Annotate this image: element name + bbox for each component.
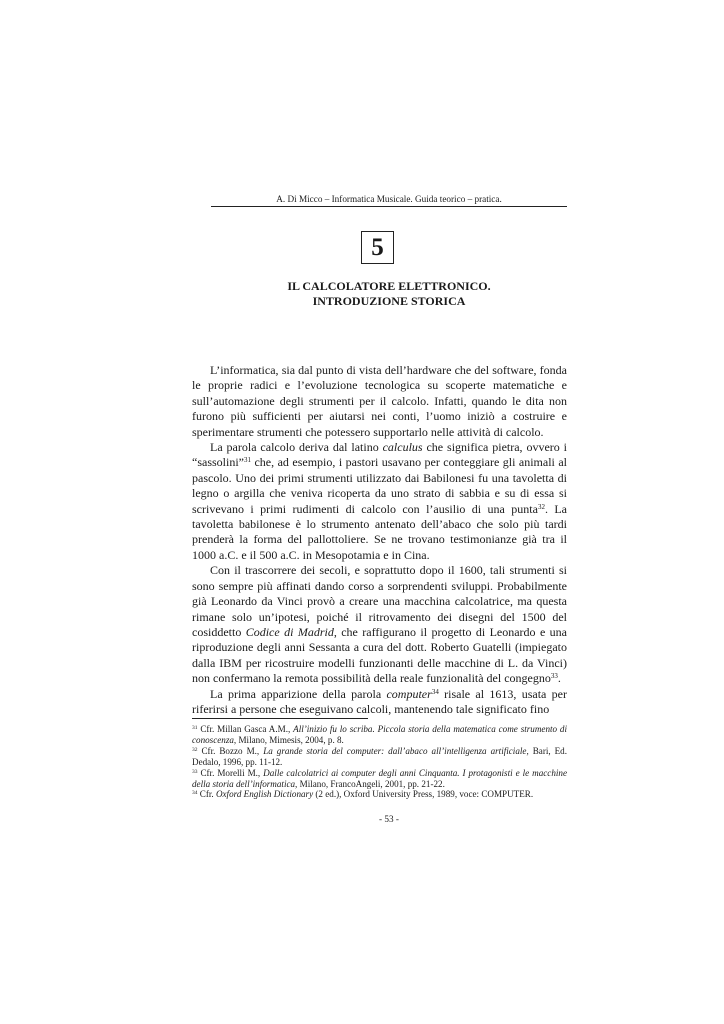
footnote-ref-34[interactable]: 34	[431, 687, 439, 696]
footnote-34	[192, 789, 567, 800]
fn32-text-a: Cfr. Bozzo M.,	[197, 745, 264, 756]
footnote-31	[192, 724, 567, 746]
footnotes	[192, 724, 567, 800]
p3-text-d: .	[557, 671, 561, 686]
fn32-italic: La grande storia del computer: dall’abaco all’intelligenza artificiale,	[263, 745, 529, 756]
paragraph-3	[192, 563, 567, 686]
footnote-33	[192, 768, 567, 790]
fn34-italic: Oxford English Dictionary	[215, 789, 314, 800]
fn34-text-a: Cfr.	[197, 789, 216, 800]
footnote-ref-32[interactable]: 32	[537, 502, 545, 511]
footnote-num-32: 32	[192, 746, 198, 753]
page-number: - 53 -	[379, 814, 399, 824]
chapter-title-line-1: IL CALCOLATORE ELETTRONICO.	[287, 279, 491, 293]
fn33-text-c: Milano, FrancoAngeli, 2001, pp. 21-22.	[297, 778, 445, 789]
p2-text-d: che, ad esempio, i pastori usavano per conteggiare gli animali al pascolo. Uno dei primi strumenti utilizzato dai Babilonesi fu una tavoletta di legno o argilla che veniva ricoperta da uno strato di sabbia e su di essa si scrivevano i primi rudimenti di calcolo con l’ausilio di una punta	[192, 455, 567, 516]
footnote-num-34: 34	[192, 790, 198, 797]
p2-text-a: La parola calcolo deriva dal latino	[210, 440, 383, 455]
fn31-italic: All’inizio fu lo scriba. Piccola storia della matematica come strumento di conoscenza	[192, 724, 567, 745]
p3-text-a: Con il trascorrere dei secoli, e soprattutto dopo il 1600, tali strumenti si sono sempre più affinati dando corso a sorprendenti sviluppi. Probabilmente già Leonardo da Vinci provò a creare una macchina calcolatrice, ma questa rimane solo un’ipotesi, poiché il ritrovamento dei disegni del 1500 del cosiddetto	[192, 563, 567, 639]
fn33-text-a: Cfr. Morelli M.,	[197, 767, 264, 778]
p4-text-a: La prima apparizione della parola	[210, 686, 387, 701]
fn34-text-c: (2 ed.), Oxford University Press, 1989, voce: COMPUTER.	[313, 789, 534, 800]
chapter-number: 5	[361, 231, 394, 264]
body-text	[192, 363, 567, 717]
p3-italic-codice: Codice di Madrid	[245, 624, 334, 639]
fn32-text-c: Bari, Ed. Dedalo, 1996, pp. 11-12.	[192, 745, 567, 767]
fn31-text-a: Cfr. Millan Gasca A.M.,	[197, 724, 294, 734]
running-head: A. Di Micco – Informatica Musicale. Guida teorico – pratica.	[276, 194, 502, 204]
header-rule	[211, 206, 567, 207]
footnote-ref-31[interactable]: 31	[244, 456, 251, 465]
p3-text-c: , che raffigurano il progetto di Leonardo e una riproduzione degli anni Sessanta a cura del dott. Roberto Guatelli (impiegato dalla IBM per ricostruire modelli funzionanti delle macchine di L. da Vinci) non confermano la remota possibilità della reale funzionalità del congegno	[192, 624, 567, 686]
footnote-num-33: 33	[192, 768, 198, 775]
fn33-italic: Dalle calcolatrici ai computer degli anni Cinquanta. I protagonisti e le macchine della storia dell’informatica,	[192, 767, 567, 789]
chapter-title-line-2: INTRODUZIONE STORICA	[312, 293, 466, 308]
footnote-num-31: 31	[192, 725, 198, 731]
paragraph-2	[192, 440, 567, 563]
p2-italic-calculus: calculus	[382, 440, 423, 455]
chapter-title	[211, 279, 557, 308]
fn31-text-c: , Milano, Mimesis, 2004, p. 8.	[233, 734, 344, 745]
p2-text-e: . La tavoletta babilonese è lo strumento antenato dell’abaco che solo più tardi prenderà la forma del pallottoliere. Se ne trovano testimonianze già tra il 1000 a.C. e il 500 a.C. in Mesopotamia e in Cina.	[192, 501, 567, 562]
footnote-ref-33[interactable]: 33	[550, 672, 558, 681]
p2-text-c: che significa pietra, ovvero i “sassolini”	[192, 440, 567, 470]
paragraph-1: L’informatica, sia dal punto di vista dell’hardware che del software, fonda le proprie radici e l’evoluzione tecnologica su scoperte matematiche e sull’automazione degli strumenti per il calcolo. Infatti, quando le dita non furono più sufficienti per aiutarsi nei conti, l’uomo iniziò a costruire e sperimentare strumenti che potessero supportarlo nelle attività di calcolo.	[192, 363, 567, 439]
footnote-32	[192, 746, 567, 768]
p4-italic-computer: computer	[386, 686, 432, 701]
paragraph-4	[192, 687, 567, 718]
p4-text-c: risale al 1613, usata per riferirsi a persone che eseguivano calcoli, mantenendo tale significato fino	[192, 686, 567, 716]
footnote-rule	[192, 718, 368, 719]
